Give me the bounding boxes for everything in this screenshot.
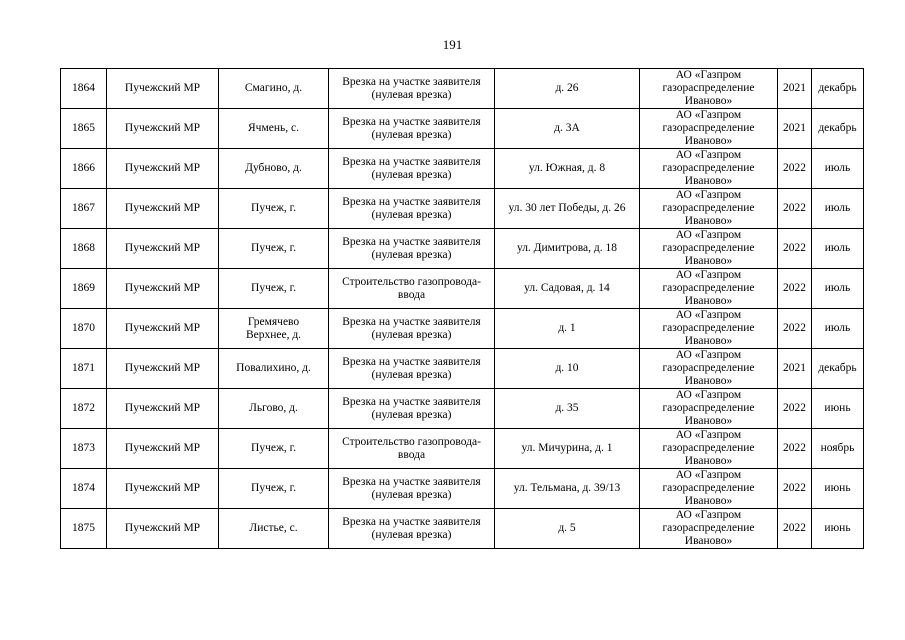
row-number: 1872 bbox=[61, 389, 107, 429]
page-number: 191 bbox=[442, 37, 463, 52]
row-number: 1870 bbox=[61, 309, 107, 349]
year-cell: 2022 bbox=[778, 389, 812, 429]
locality-cell: Листье, с. bbox=[219, 509, 329, 549]
gasification-table bbox=[60, 68, 864, 549]
address-cell: д. 26 bbox=[495, 69, 640, 109]
locality-cell: Пучеж, г. bbox=[219, 269, 329, 309]
address-cell: д. 5 bbox=[495, 509, 640, 549]
year-cell: 2022 bbox=[778, 149, 812, 189]
table-row bbox=[61, 309, 864, 349]
year-cell: 2022 bbox=[778, 229, 812, 269]
address-cell: ул. 30 лет Победы, д. 26 bbox=[495, 189, 640, 229]
month-cell: июль bbox=[812, 269, 864, 309]
locality-cell: Пучеж, г. bbox=[219, 229, 329, 269]
row-number: 1874 bbox=[61, 469, 107, 509]
district-cell: Пучежский МР bbox=[107, 469, 219, 509]
work-type-cell: Строительство газопровода- ввода bbox=[329, 429, 495, 469]
year-cell: 2022 bbox=[778, 189, 812, 229]
address-cell: д. 10 bbox=[495, 349, 640, 389]
month-cell: июль bbox=[812, 309, 864, 349]
year-cell: 2021 bbox=[778, 349, 812, 389]
table-row bbox=[61, 389, 864, 429]
district-cell: Пучежский МР bbox=[107, 149, 219, 189]
work-type-cell: Врезка на участке заявителя (нулевая врезка) bbox=[329, 189, 495, 229]
organization-cell: АО «Газпром газораспределение Иваново» bbox=[640, 189, 778, 229]
year-cell: 2022 bbox=[778, 469, 812, 509]
address-cell: ул. Южная, д. 8 bbox=[495, 149, 640, 189]
table-row bbox=[61, 269, 864, 309]
table-row bbox=[61, 149, 864, 189]
row-number: 1864 bbox=[61, 69, 107, 109]
organization-cell: АО «Газпром газораспределение Иваново» bbox=[640, 509, 778, 549]
work-type-cell: Врезка на участке заявителя (нулевая врезка) bbox=[329, 69, 495, 109]
locality-cell: Ячмень, с. bbox=[219, 109, 329, 149]
month-cell: июнь bbox=[812, 389, 864, 429]
address-cell: ул. Димитрова, д. 18 bbox=[495, 229, 640, 269]
locality-cell: Пучеж, г. bbox=[219, 429, 329, 469]
district-cell: Пучежский МР bbox=[107, 269, 219, 309]
row-number: 1867 bbox=[61, 189, 107, 229]
organization-cell: АО «Газпром газораспределение Иваново» bbox=[640, 229, 778, 269]
organization-cell: АО «Газпром газораспределение Иваново» bbox=[640, 469, 778, 509]
row-number: 1873 bbox=[61, 429, 107, 469]
organization-cell: АО «Газпром газораспределение Иваново» bbox=[640, 109, 778, 149]
district-cell: Пучежский МР bbox=[107, 349, 219, 389]
address-cell: д. 1 bbox=[495, 309, 640, 349]
district-cell: Пучежский МР bbox=[107, 389, 219, 429]
organization-cell: АО «Газпром газораспределение Иваново» bbox=[640, 309, 778, 349]
district-cell: Пучежский МР bbox=[107, 509, 219, 549]
table-row bbox=[61, 349, 864, 389]
work-type-cell: Строительство газопровода- ввода bbox=[329, 269, 495, 309]
table-body bbox=[61, 69, 864, 549]
organization-cell: АО «Газпром газораспределение Иваново» bbox=[640, 349, 778, 389]
locality-cell: Пучеж, г. bbox=[219, 189, 329, 229]
year-cell: 2022 bbox=[778, 309, 812, 349]
district-cell: Пучежский МР bbox=[107, 69, 219, 109]
locality-cell: Смагино, д. bbox=[219, 69, 329, 109]
organization-cell: АО «Газпром газораспределение Иваново» bbox=[640, 429, 778, 469]
month-cell: июль bbox=[812, 149, 864, 189]
district-cell: Пучежский МР bbox=[107, 309, 219, 349]
organization-cell: АО «Газпром газораспределение Иваново» bbox=[640, 69, 778, 109]
month-cell: июнь bbox=[812, 509, 864, 549]
row-number: 1871 bbox=[61, 349, 107, 389]
work-type-cell: Врезка на участке заявителя (нулевая врезка) bbox=[329, 389, 495, 429]
month-cell: ноябрь bbox=[812, 429, 864, 469]
district-cell: Пучежский МР bbox=[107, 229, 219, 269]
table-row bbox=[61, 69, 864, 109]
table-row bbox=[61, 429, 864, 469]
year-cell: 2022 bbox=[778, 429, 812, 469]
month-cell: июнь bbox=[812, 469, 864, 509]
month-cell: декабрь bbox=[812, 69, 864, 109]
work-type-cell: Врезка на участке заявителя (нулевая врезка) bbox=[329, 349, 495, 389]
year-cell: 2021 bbox=[778, 69, 812, 109]
year-cell: 2021 bbox=[778, 109, 812, 149]
row-number: 1865 bbox=[61, 109, 107, 149]
row-number: 1866 bbox=[61, 149, 107, 189]
month-cell: июль bbox=[812, 189, 864, 229]
row-number: 1875 bbox=[61, 509, 107, 549]
locality-cell: Льгово, д. bbox=[219, 389, 329, 429]
month-cell: июль bbox=[812, 229, 864, 269]
row-number: 1869 bbox=[61, 269, 107, 309]
row-number: 1868 bbox=[61, 229, 107, 269]
month-cell: декабрь bbox=[812, 349, 864, 389]
work-type-cell: Врезка на участке заявителя (нулевая врезка) bbox=[329, 469, 495, 509]
address-cell: д. 35 bbox=[495, 389, 640, 429]
work-type-cell: Врезка на участке заявителя (нулевая врезка) bbox=[329, 309, 495, 349]
month-cell: декабрь bbox=[812, 109, 864, 149]
district-cell: Пучежский МР bbox=[107, 109, 219, 149]
organization-cell: АО «Газпром газораспределение Иваново» bbox=[640, 269, 778, 309]
year-cell: 2022 bbox=[778, 269, 812, 309]
organization-cell: АО «Газпром газораспределение Иваново» bbox=[640, 149, 778, 189]
year-cell: 2022 bbox=[778, 509, 812, 549]
district-cell: Пучежский МР bbox=[107, 189, 219, 229]
table-row bbox=[61, 509, 864, 549]
organization-cell: АО «Газпром газораспределение Иваново» bbox=[640, 389, 778, 429]
table-row bbox=[61, 469, 864, 509]
locality-cell: Пучеж, г. bbox=[219, 469, 329, 509]
locality-cell: Гремячево Верхнее, д. bbox=[219, 309, 329, 349]
address-cell: ул. Садовая, д. 14 bbox=[495, 269, 640, 309]
table-row bbox=[61, 189, 864, 229]
work-type-cell: Врезка на участке заявителя (нулевая врезка) bbox=[329, 229, 495, 269]
work-type-cell: Врезка на участке заявителя (нулевая врезка) bbox=[329, 109, 495, 149]
address-cell: д. 3А bbox=[495, 109, 640, 149]
locality-cell: Дубново, д. bbox=[219, 149, 329, 189]
address-cell: ул. Тельмана, д. 39/13 bbox=[495, 469, 640, 509]
table-row bbox=[61, 229, 864, 269]
district-cell: Пучежский МР bbox=[107, 429, 219, 469]
work-type-cell: Врезка на участке заявителя (нулевая врезка) bbox=[329, 149, 495, 189]
address-cell: ул. Мичурина, д. 1 bbox=[495, 429, 640, 469]
table-row bbox=[61, 109, 864, 149]
work-type-cell: Врезка на участке заявителя (нулевая врезка) bbox=[329, 509, 495, 549]
locality-cell: Повалихино, д. bbox=[219, 349, 329, 389]
